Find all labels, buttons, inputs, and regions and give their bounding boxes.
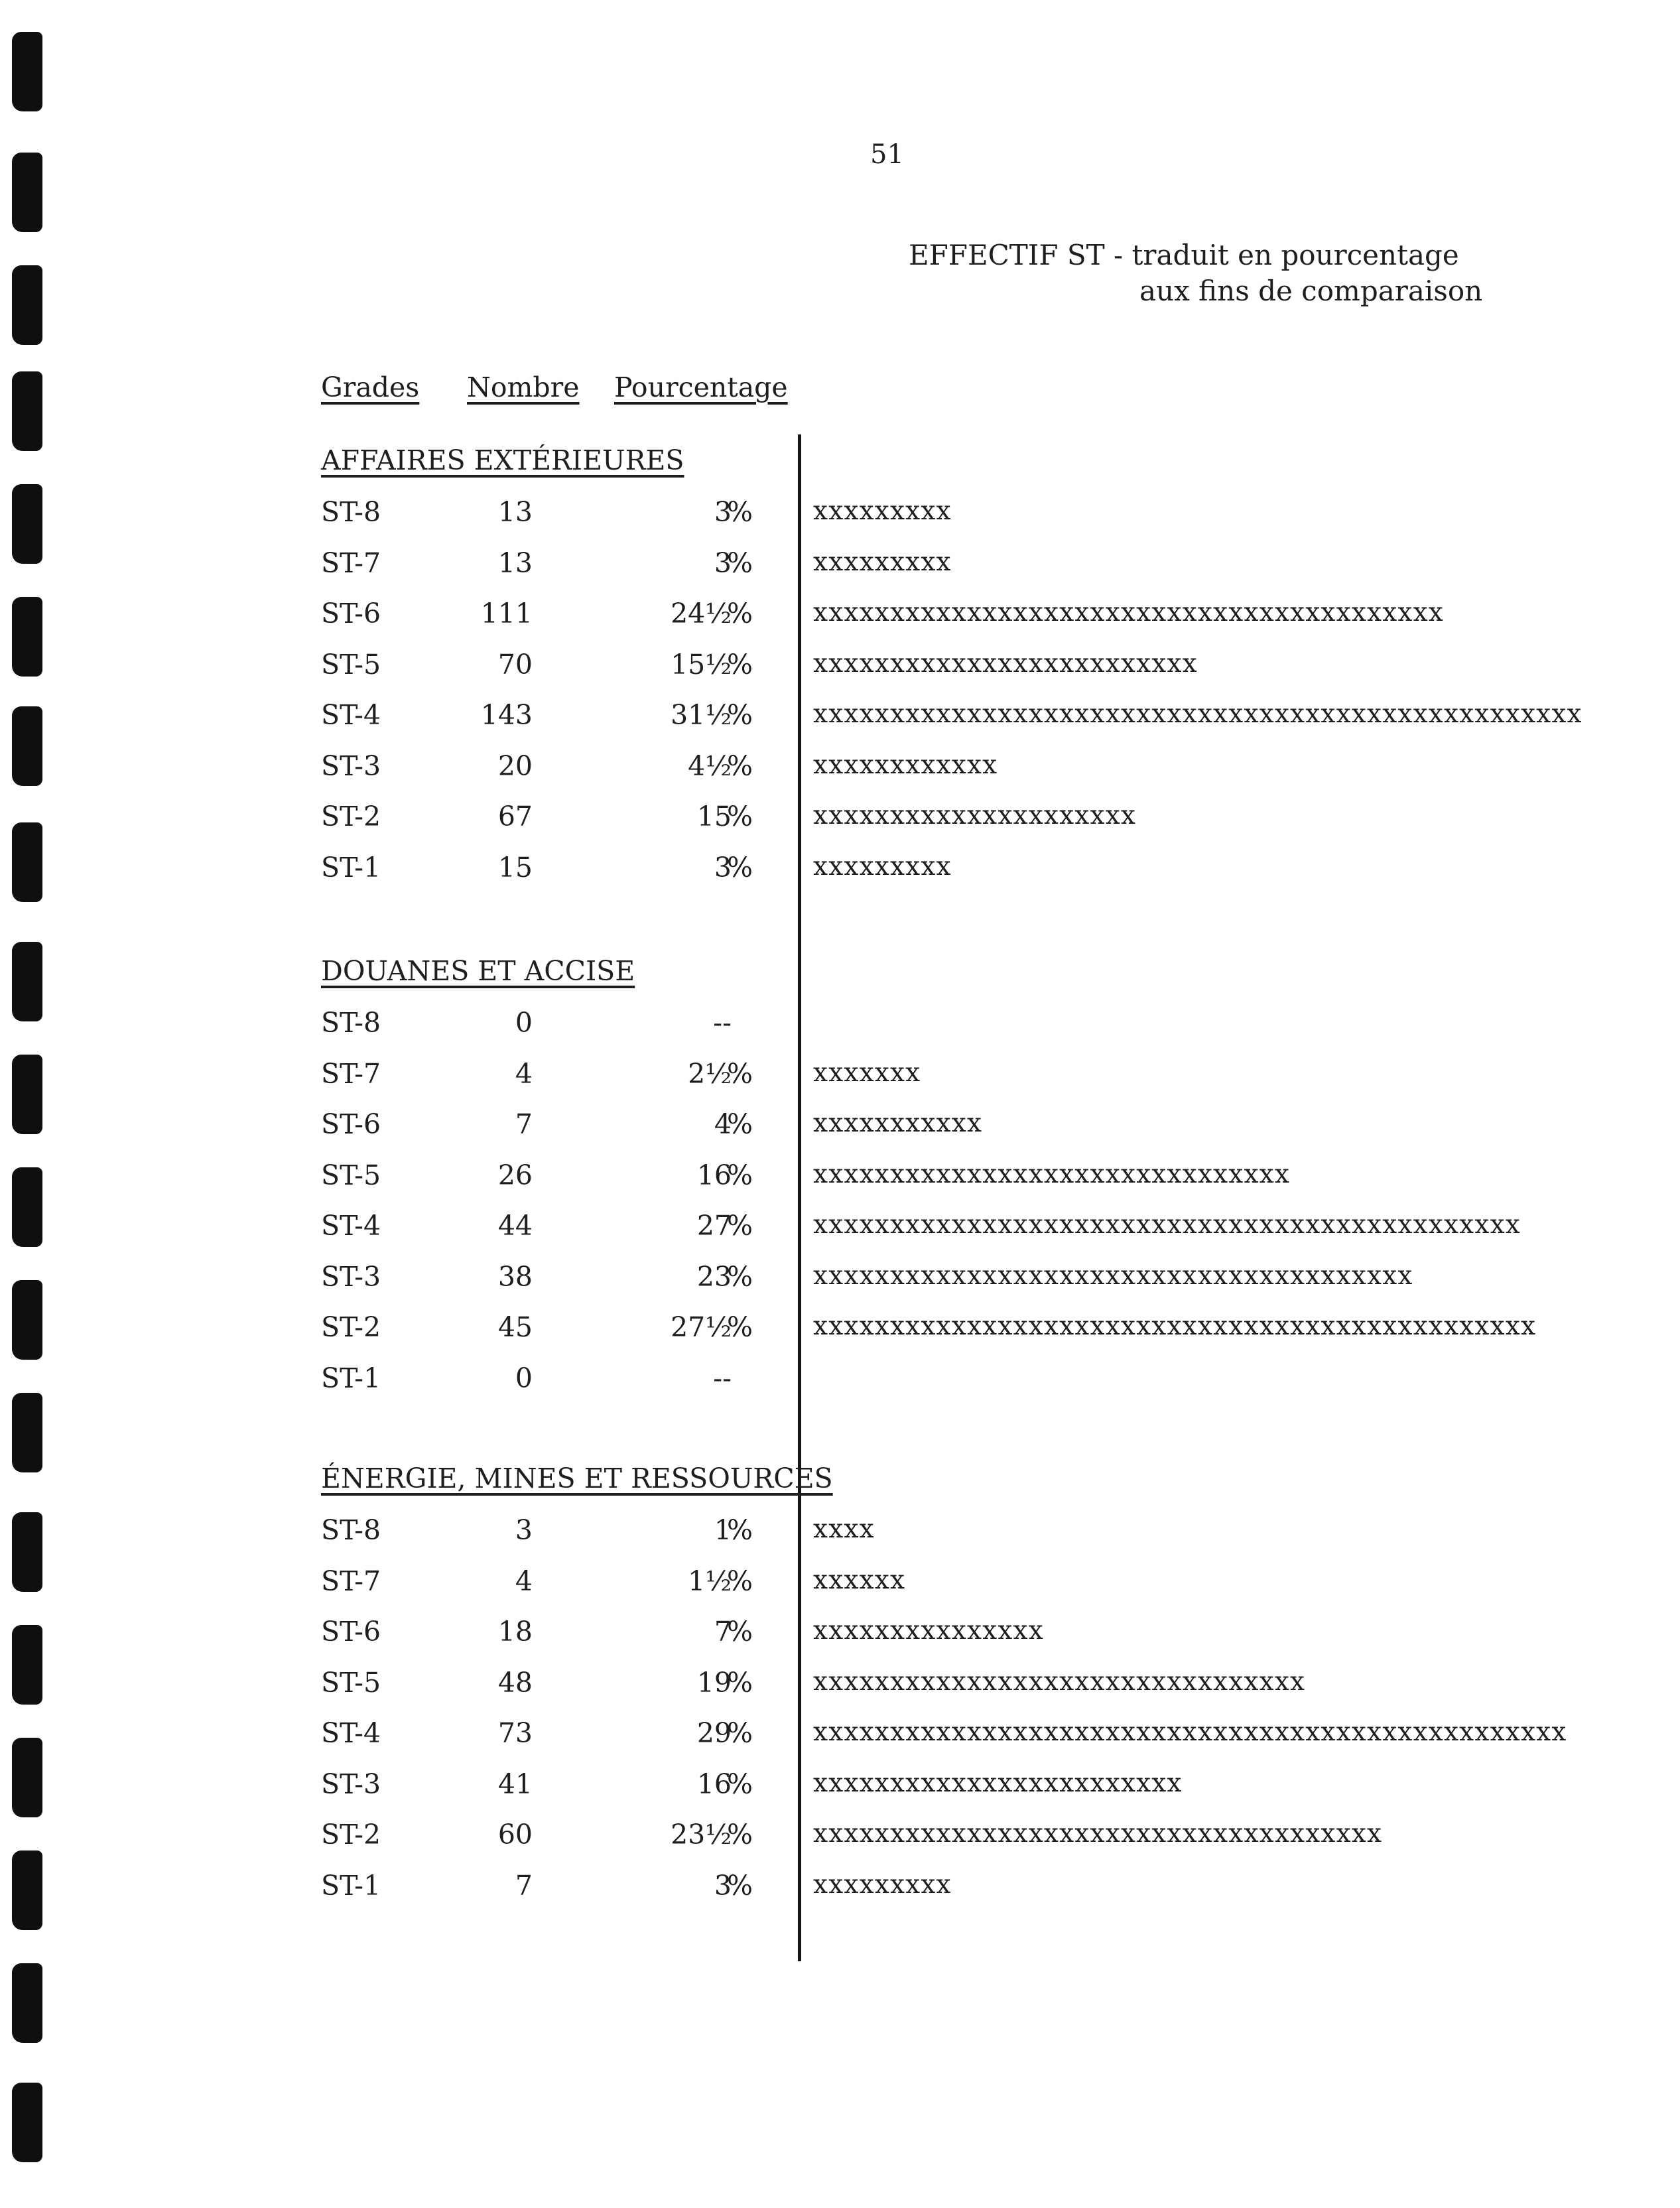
nombre-cell: 7 [515,1108,533,1140]
percentage-cell: 15 [696,801,732,832]
table-row [0,1667,1680,1707]
x-bar: xxxxxxx [813,1058,921,1088]
x-bar: xxxxxxxxxxx [813,1108,983,1138]
nombre-cell: 13 [497,496,533,528]
x-bar: xxxxxxxxxxxxxxxxxxxxxxxxxxxxxxxxxxxxxxxxx [813,598,1444,627]
binding-hole [12,265,42,345]
table-row [0,649,1680,688]
binding-hole [12,371,42,451]
grade-cell: ST-4 [321,1717,381,1749]
table-row [0,1007,1680,1047]
table-row [0,750,1680,790]
x-bar: xxxxxxxxxxxxxxxxxxxxxxxxxxxxxxxx [813,1667,1306,1697]
x-bar: xxxxxxxxxxxxxxxxxxxxxxxxxxxxxxxxxxxxxxxxxxxxxxxxx [813,1717,1567,1747]
percentage-cell: 3 [714,1870,732,1902]
percentage-cell: 4½ [688,750,732,782]
percentage-cell: 27½ [671,1311,732,1343]
grade-cell: ST-7 [321,547,381,579]
grade-cell: ST-3 [321,1768,381,1800]
percent-sign: % [727,750,753,782]
percent-sign: % [727,1870,753,1902]
nombre-cell: 45 [497,1311,533,1343]
nombre-cell: 0 [515,1362,533,1394]
table-row [0,1717,1680,1757]
nombre-cell: 18 [497,1616,533,1648]
section-title: AFFAIRES EXTÉRIEURES [321,444,684,476]
grade-cell: ST-7 [321,1058,381,1090]
percentage-cell: 23½ [671,1819,732,1851]
nombre-cell: 4 [515,1565,533,1597]
percent-sign: % [727,1108,753,1140]
percent-sign: % [727,547,753,579]
section-title: ÉNERGIE, MINES ET RESSOURCES [321,1462,833,1494]
percent-sign: % [727,699,753,731]
nombre-cell: 70 [497,649,533,681]
x-bar: xxxxxxxxxxxxxxxxxxxxxxxxxxxxxxxxxxxxxxxxxxxxxxx [813,1311,1537,1341]
percentage-cell: 16 [696,1768,732,1800]
grade-cell: ST-4 [321,699,381,731]
percentage-cell: 7 [714,1616,732,1648]
x-bar: xxxxxxxxxxxxxxxxxxxxx [813,801,1137,830]
percent-sign: % [727,852,753,883]
column-header-nombre: Nombre [467,371,580,403]
table-row [0,1210,1680,1250]
nombre-cell: 7 [515,1870,533,1902]
table-row [0,1362,1680,1402]
column-header-grades: Grades [321,371,420,403]
table-row [0,1870,1680,1910]
x-bar: xxxxxxxxx [813,1870,952,1900]
x-bar: xxxxxxxxx [813,852,952,881]
grade-cell: ST-8 [321,1007,381,1039]
percent-sign: % [727,1768,753,1800]
binding-hole [12,1963,42,2043]
grade-cell: ST-5 [321,649,381,681]
percent-sign: % [727,1616,753,1648]
table-row [0,852,1680,891]
page-title [909,237,1482,309]
grade-cell: ST-5 [321,1667,381,1699]
x-bar: xxxxxxxxxxxx [813,750,998,780]
binding-hole [12,32,42,111]
x-bar: xxxxxxxxxxxxxxxxxxxxxxxx [813,1768,1183,1798]
x-bar: xxxxxxxxxxxxxxxxxxxxxxxxxxxxxxxxxxxxxxx [813,1261,1413,1291]
table-row [0,699,1680,739]
nombre-cell: 41 [497,1768,533,1800]
binding-hole [12,153,42,232]
nombre-cell: 3 [515,1514,533,1546]
percentage-cell: 3 [714,852,732,883]
table-row [0,1261,1680,1301]
table-row [0,598,1680,637]
percentage-cell: 31½ [671,699,732,731]
x-bar: xxxx [813,1514,875,1544]
nombre-cell: 38 [497,1261,533,1293]
nombre-cell: 26 [497,1159,533,1191]
grade-cell: ST-3 [321,750,381,782]
table-row [0,1108,1680,1148]
nombre-cell: 13 [497,547,533,579]
percentage-cell: 1½ [688,1565,732,1597]
percentage-cell: 23 [696,1261,732,1293]
grade-cell: ST-6 [321,1616,381,1648]
percentage-cell: 24½ [671,598,732,629]
x-bar: xxxxxxxxxxxxxxx [813,1616,1044,1646]
percentage-cell: 15½ [671,649,732,681]
percent-sign: % [727,1159,753,1191]
table-row [0,1819,1680,1858]
nombre-cell: 73 [497,1717,533,1749]
title-line-2: aux fins de comparaison [1139,275,1483,307]
binding-hole [12,1393,42,1472]
percentage-cell: 16 [696,1159,732,1191]
grade-cell: ST-5 [321,1159,381,1191]
grade-cell: ST-6 [321,1108,381,1140]
page-number: 51 [870,139,904,170]
percent-sign: % [727,801,753,832]
table-row [0,547,1680,587]
percentage-cell: 19 [696,1667,732,1699]
percentage-cell: 27 [696,1210,732,1242]
table-row [0,1058,1680,1098]
nombre-cell: 15 [497,852,533,883]
table-row [0,1514,1680,1554]
percent-sign: % [727,1565,753,1597]
nombre-cell: 44 [497,1210,533,1242]
table-row [0,1616,1680,1656]
percentage-cell: 1 [714,1514,732,1546]
x-bar: xxxxxxxxx [813,547,952,577]
percentage-cell: 4 [714,1108,732,1140]
grade-cell: ST-8 [321,496,381,528]
percentage-cell: -- [713,1362,732,1394]
x-bar: xxxxxxxxx [813,496,952,526]
nombre-cell: 48 [497,1667,533,1699]
percentage-cell: 3 [714,547,732,579]
grade-cell: ST-6 [321,598,381,629]
grade-cell: ST-3 [321,1261,381,1293]
percentage-cell: 2½ [688,1058,732,1090]
grade-cell: ST-1 [321,852,381,883]
percent-sign: % [727,1819,753,1851]
nombre-cell: 0 [515,1007,533,1039]
grade-cell: ST-7 [321,1565,381,1597]
grade-cell: ST-1 [321,1870,381,1902]
grade-cell: ST-2 [321,1819,381,1851]
percent-sign: % [727,1261,753,1293]
percent-sign: % [727,1717,753,1749]
percent-sign: % [727,496,753,528]
table-row [0,496,1680,536]
grade-cell: ST-2 [321,801,381,832]
percent-sign: % [727,1210,753,1242]
percent-sign: % [727,598,753,629]
x-bar: xxxxxxxxxxxxxxxxxxxxxxxxxxxxxxxxxxxxxxxxxxxxxxxxxx [813,699,1583,729]
x-bar: xxxxxxxxxxxxxxxxxxxxxxxxxxxxxxx [813,1159,1291,1189]
percentage-cell: -- [713,1007,732,1039]
x-bar: xxxxxxxxxxxxxxxxxxxxxxxxxxxxxxxxxxxxx [813,1819,1383,1849]
x-bar: xxxxxxxxxxxxxxxxxxxxxxxxxxxxxxxxxxxxxxxxxxxxxx [813,1210,1521,1240]
table-row [0,1768,1680,1808]
nombre-cell: 111 [480,598,533,629]
grade-cell: ST-8 [321,1514,381,1546]
x-bar: xxxxxxxxxxxxxxxxxxxxxxxxx [813,649,1198,679]
percent-sign: % [727,1667,753,1699]
table-row [0,1159,1680,1199]
nombre-cell: 60 [497,1819,533,1851]
nombre-cell: 4 [515,1058,533,1090]
percent-sign: % [727,1058,753,1090]
grade-cell: ST-2 [321,1311,381,1343]
nombre-cell: 143 [480,699,533,731]
table-row [0,1565,1680,1605]
x-bar: xxxxxx [813,1565,906,1595]
nombre-cell: 67 [497,801,533,832]
percentage-cell: 29 [696,1717,732,1749]
grade-cell: ST-4 [321,1210,381,1242]
percentage-cell: 3 [714,496,732,528]
title-line-1: EFFECTIF ST - traduit en pourcentage [909,239,1459,271]
grade-cell: ST-1 [321,1362,381,1394]
table-row [0,1311,1680,1351]
table-row [0,801,1680,840]
nombre-cell: 20 [497,750,533,782]
column-header-pourcentage: Pourcentage [614,371,788,403]
percent-sign: % [727,649,753,681]
binding-hole [12,2083,42,2162]
percent-sign: % [727,1311,753,1343]
percent-sign: % [727,1514,753,1546]
section-title: DOUANES ET ACCISE [321,955,635,987]
